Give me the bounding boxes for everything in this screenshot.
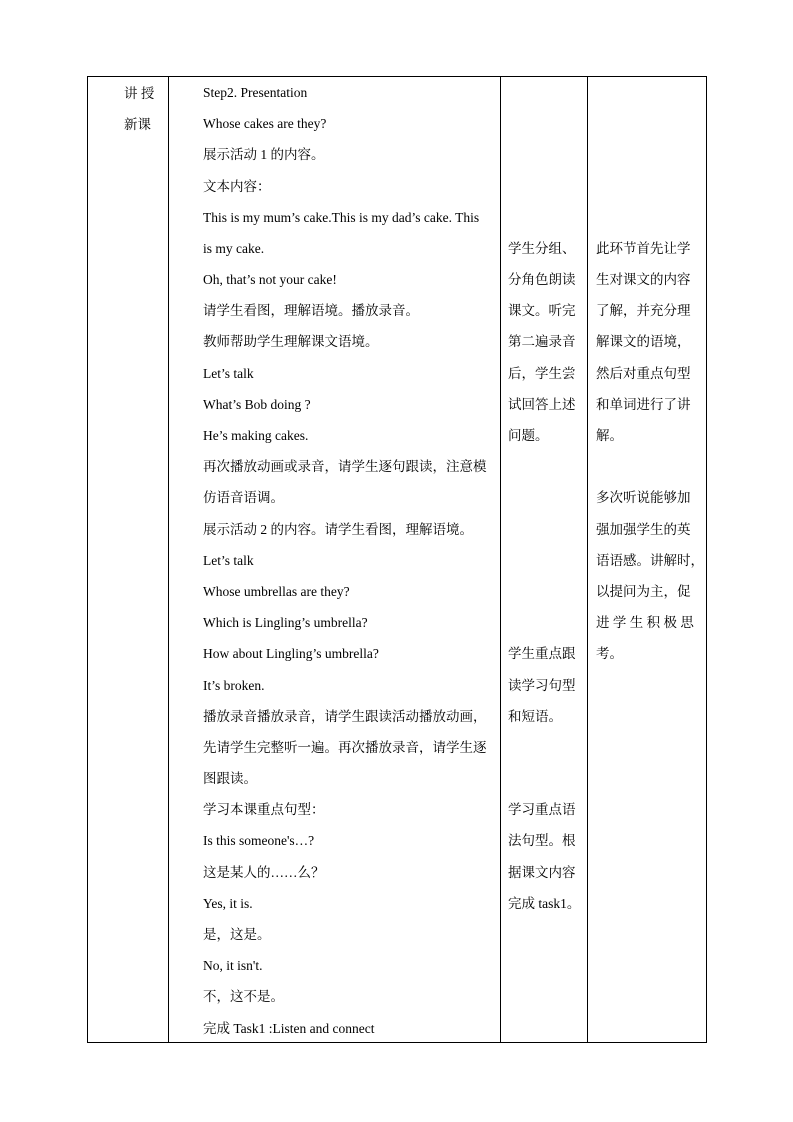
activity-line: 学生分组、 — [508, 241, 576, 256]
activity-line: 课文。听完 — [508, 303, 576, 318]
content-line: Whose umbrellas are they? — [203, 584, 350, 599]
column-divider — [168, 77, 169, 1042]
content-line: 再次播放动画或录音，请学生逐句跟读，注意模 — [203, 459, 487, 474]
note-line: 以提问为主，促 — [596, 584, 691, 599]
content-line: Which is Lingling’s umbrella? — [203, 615, 368, 630]
content-line: 先请学生完整听一遍。再次播放录音，请学生逐 — [203, 740, 487, 755]
activity-line: 第二遍录音 — [508, 334, 576, 349]
section-label-line: 讲 授 — [124, 86, 155, 101]
activity-line: 据课文内容 — [508, 865, 576, 880]
note-line: 此环节首先让学 — [596, 241, 691, 256]
content-line: is my cake. — [203, 241, 265, 256]
lesson-table — [87, 76, 707, 1043]
content-line: Is this someone's…? — [203, 833, 315, 848]
activity-line: 和短语。 — [508, 709, 562, 724]
content-line: Yes, it is. — [203, 896, 253, 911]
content-line: It’s broken. — [203, 678, 265, 693]
note-line: 生对课文的内容 — [596, 272, 691, 287]
content-line: 展示活动 1 的内容。 — [203, 147, 325, 162]
content-line: 文本内容： — [203, 179, 271, 194]
content-line: 这是某人的……么？ — [203, 865, 325, 880]
column-divider — [587, 77, 588, 1042]
note-line: 和单词进行了讲 — [596, 397, 691, 412]
activity-line: 试回答上述 — [508, 397, 576, 412]
note-line: 了解，并充分理 — [596, 303, 691, 318]
content-line: Let’s talk — [203, 366, 254, 381]
content-line: 学习本课重点句型： — [203, 802, 325, 817]
content-line: 展示活动 2 的内容。请学生看图，理解语境。 — [203, 522, 473, 537]
content-line: What’s Bob doing ? — [203, 397, 311, 412]
content-line: Whose cakes are they? — [203, 116, 327, 131]
activity-line: 法句型。根 — [508, 833, 576, 848]
content-line: No, it isn't. — [203, 958, 263, 973]
note-line: 考。 — [596, 646, 623, 661]
content-line: 完成 Task1 :Listen and connect — [203, 1021, 375, 1036]
note-line: 解。 — [596, 428, 623, 443]
activity-line: 分角色朗读 — [508, 272, 576, 287]
activity-line: 完成 task1。 — [508, 896, 581, 911]
content-line: Oh, that’s not your cake! — [203, 272, 337, 287]
activity-line: 后，学生尝 — [508, 366, 576, 381]
content-line: 仿语音语调。 — [203, 490, 284, 505]
activity-line: 学习重点语 — [508, 802, 576, 817]
content-line: 是，这是。 — [203, 927, 271, 942]
content-line: This is my mum’s cake.This is my dad’s cake. This — [203, 210, 480, 225]
note-line: 进 学 生 积 极 思 — [596, 615, 694, 630]
content-line: He’s making cakes. — [203, 428, 309, 443]
content-line: Let’s talk — [203, 553, 254, 568]
content-line: 不，这不是。 — [203, 989, 284, 1004]
content-line: 教师帮助学生理解课文语境。 — [203, 334, 379, 349]
content-line: 请学生看图，理解语境。播放录音。 — [203, 303, 419, 318]
section-label-line: 新课 — [124, 117, 151, 132]
column-divider — [500, 77, 501, 1042]
note-line: 强加强学生的英 — [596, 522, 691, 537]
note-line: 多次听说能够加 — [596, 490, 691, 505]
activity-line: 问题。 — [508, 428, 549, 443]
note-line: 解课文的语境， — [596, 334, 691, 349]
content-line: 图跟读。 — [203, 771, 257, 786]
note-line: 然后对重点句型 — [596, 366, 691, 381]
note-line: 语语感。讲解时， — [596, 553, 704, 568]
activity-line: 读学习句型 — [508, 678, 576, 693]
content-line: Step2. Presentation — [203, 85, 308, 100]
content-line: How about Lingling’s umbrella? — [203, 646, 379, 661]
content-line: 播放录音播放录音，请学生跟读活动播放动画， — [203, 709, 487, 724]
activity-line: 学生重点跟 — [508, 646, 576, 661]
